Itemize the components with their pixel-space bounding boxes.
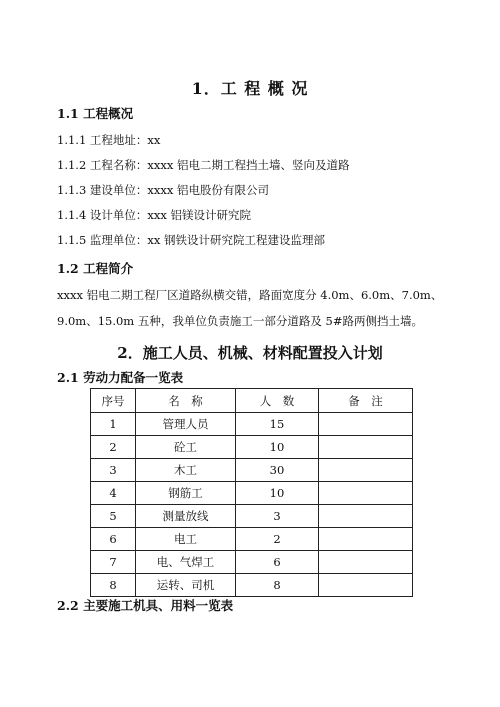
cell-index: 1 [91,413,136,436]
cell-index: 5 [91,505,136,528]
subsection-1-1-title: 1.1 工程概况 [57,106,134,121]
project-address: 1.1.1 工程地址：xx [57,133,161,147]
cell-count: 30 [236,459,319,482]
cell-remark [319,413,413,436]
intro-line-2: 9.0m、15.0m 五种，我单位负责施工一部分道路及 5#路两侧挡土墙。 [57,314,423,328]
table-header-row [91,389,413,413]
design-unit: 1.1.4 设计单位：xxx 铝镁设计研究院 [57,208,252,222]
table-row [91,482,413,505]
cell-index: 3 [91,459,136,482]
table-row [91,528,413,551]
cell-remark [319,505,413,528]
table-row [91,505,413,528]
labor-table [90,388,413,597]
cell-remark [319,459,413,482]
header-index: 序号 [91,389,136,413]
cell-count: 10 [236,436,319,459]
cell-name: 砼工 [136,436,236,459]
cell-index: 6 [91,528,136,551]
table-row [91,459,413,482]
cell-count: 10 [236,482,319,505]
table-row [91,436,413,459]
cell-count: 8 [236,574,319,597]
cell-remark [319,482,413,505]
header-name: 名 称 [136,389,236,413]
cell-remark [319,551,413,574]
subsection-1-2-title: 1.2 工程简介 [57,261,134,276]
section-2-title: 2．施工人员、机械、材料配置投入计划 [117,344,383,362]
cell-remark [319,528,413,551]
cell-remark [319,436,413,459]
cell-count: 2 [236,528,319,551]
cell-name: 运转、司机 [136,574,236,597]
table-row [91,551,413,574]
subsection-2-2-title: 2.2 主要施工机具、用料一览表 [57,598,234,613]
cell-name: 钢筋工 [136,482,236,505]
cell-name: 木工 [136,459,236,482]
header-remark: 备 注 [319,389,413,413]
intro-line-1: xxxx 铝电二期工程厂区道路纵横交错，路面宽度分 4.0m、6.0m、7.0m、 [57,288,443,302]
table-row [91,413,413,436]
table-row [91,574,413,597]
cell-count: 6 [236,551,319,574]
construction-unit: 1.1.3 建设单位：xxxx 铝电股份有限公司 [57,183,270,197]
cell-remark [319,574,413,597]
cell-name: 管理人员 [136,413,236,436]
section-1-title: 1．工 程 概 况 [191,79,309,98]
cell-index: 8 [91,574,136,597]
cell-name: 电、气焊工 [136,551,236,574]
header-count: 人 数 [236,389,319,413]
supervision-unit: 1.1.5 监理单位：xx 钢铁设计研究院工程建设监理部 [57,233,326,247]
cell-count: 15 [236,413,319,436]
cell-index: 2 [91,436,136,459]
project-name: 1.1.2 工程名称：xxxx 铝电二期工程挡土墙、竖向及道路 [57,158,350,172]
cell-name: 测量放线 [136,505,236,528]
cell-index: 4 [91,482,136,505]
cell-count: 3 [236,505,319,528]
cell-index: 7 [91,551,136,574]
cell-name: 电工 [136,528,236,551]
subsection-2-1-title: 2.1 劳动力配备一览表 [57,370,184,385]
